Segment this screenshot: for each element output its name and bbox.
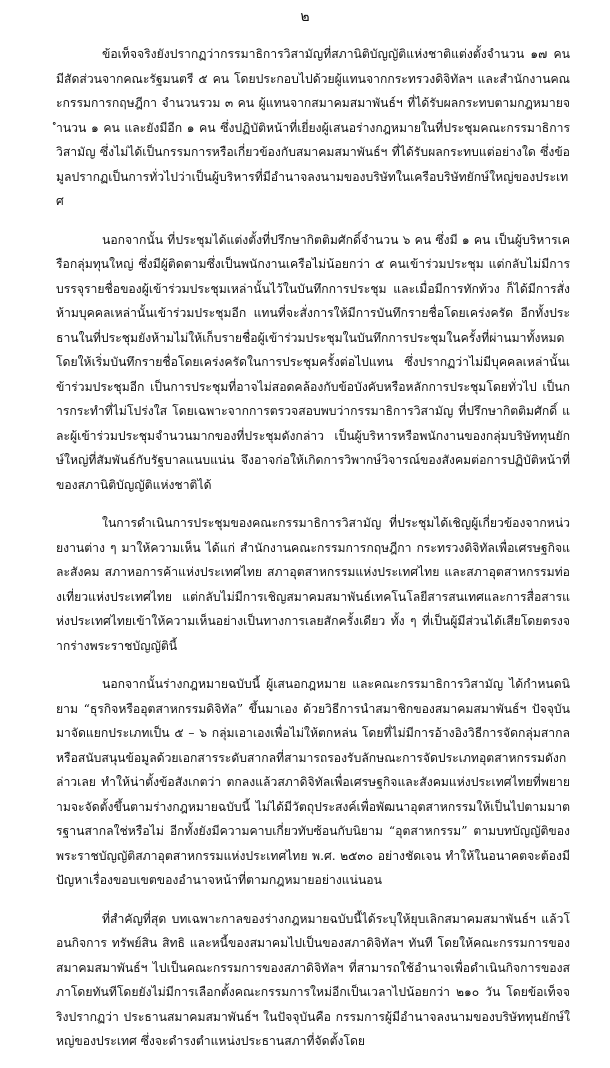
page-number: ๒: [300, 9, 310, 25]
paragraph-meeting-proceedings: ในการดำเนินการประชุมของคณะกรรมาธิการวิสามัญ ที่ประชุมได้เชิญผู้เกี่ยวข้องจากหน่วยงานต่าง ๆ มาให้ความเห็น ได้แก่ สำนักงานคณะกรรมการกฤษฎีกา กระทรวงดิจิทัลเพื่อเศรษฐกิจและสังคม สภาหอการค้าแห่งประเทศไทย สภาอุตสาหกรรมแห่งประเทศไทย และสภาอุตสาหกรรมท่องเที่ยวแห่งประเทศไทย แต่กลับไม่มีการเชิญสมาคมสมาพันธ์เทคโนโลยีสารสนเทศและการสื่อสารแห่งประเทศไทยเข้าให้ความเห็นอย่างเป็นทางการเลยสักครั้งเดียว ทั้ง ๆ ที่เป็นผู้มีส่วนได้เสียโดยตรงจากร่างพระราชบัญญัตินี้: [56, 516, 570, 653]
paragraph-honorary-advisors: นอกจากนั้น ที่ประชุมได้แต่งตั้งที่ปรึกษากิตติมศักดิ์จำนวน ๖ คน ซึ่งมี ๑ คน เป็นผู้บริหารเครือกลุ่มทุนใหญ่ ซึ่งมีผู้ติดตามซึ่งเป็นพนักงานเครือไม่น้อยกว่า ๕ คนเข้าร่วมประชุม แต่กลับไม่มีการบรรจุรายชื่อของผู้เข้าร่วมประชุมเหล่านั้นไว้ในบันทึกการประชุม และเมื่อมีการทักท้วง ก็ได้มีการสั่งห้ามบุคคลเหล่านั้นเข้าร่วมประชุมอีก แทนที่จะสั่งการให้มีการบันทึกรายชื่อโดยเคร่งครัด อีกทั้งประธานในที่ประชุมยังห้ามไม่ให้เก็บรายชื่อผู้เข้าร่วมประชุมในบันทึกการประชุมในครั้งที่ผ่านมาทั้งหมด โดยให้เริ่มบันทึกรายชื่อโดยเคร่งครัดในการประชุมครั้งต่อไปแทน ซึ่งปรากฏว่าไม่มีบุคคลเหล่านั้นเข้าร่วมประชุมอีก เป็นการประชุมที่อาจไม่สอดคล้องกับข้อบังคับหรือหลักการประชุมโดยทั่วไป เป็นการกระทำที่ไม่โปร่งใส โดยเฉพาะจากการตรวจสอบพบว่ากรรมาธิการวิสามัญ ที่ปรึกษากิตติมศักดิ์ และผู้เข้าร่วมประชุมจำนวนมากของที่ประชุมดังกล่าว เป็นผู้บริหารหรือพนักงานของกลุ่มบริษัททุนยักษ์ใหญ่ที่สัมพันธ์กับรัฐบาลแนบแน่น จึงอาจก่อให้เกิดการวิพากษ์วิจารณ์ของสังคมต่อการปฏิบัติหน้าที่ของสภานิติบัญญัติแห่งชาติได้: [56, 232, 570, 492]
paragraph-definition-issue: นอกจากนั้นร่างกฎหมายฉบับนี้ ผู้เสนอกฎหมาย และคณะกรรมาธิการวิสามัญ ได้กำหนดนิยาม “ธุรกิจหรืออุตสาหกรรมดิจิทัล” ขึ้นมาเอง ด้วยวิธีการนำสมาชิกของสมาคมสมาพันธ์ฯ ปัจจุบันมาจัดแยกประเภทเป็น ๕ – ๖ กลุ่มเอาเองเพื่อไม่ให้ตกหล่น โดยที่ไม่มีการอ้างอิงวิธีการจัดกลุ่มสากล หรือสนับสนุนข้อมูลด้วยเอกสารระดับสากลที่สามารถรองรับลักษณะการจัดประเภทอุตสาหกรรมดังกล่าวเลย ทำให้น่าตั้งข้อสังเกตว่า ตกลงแล้วสภาดิจิทัลเพื่อเศรษฐกิจและสังคมแห่งประเทศไทยที่พยายามจะจัดตั้งขึ้นตามร่างกฎหมายฉบับนี้ ไม่ได้มีวัตถุประสงค์เพื่อพัฒนาอุตสาหกรรมให้เป็นไปตามมาตรฐานสากลใช่หรือไม่ อีกทั้งยังมีความคาบเกี่ยวทับซ้อนกับนิยาม “อุตสาหกรรม” ตามบทบัญญัติของพระราชบัญญัติสภาอุตสาหกรรมแห่งประเทศไทย พ.ศ. ๒๕๓๐ อย่างชัดเจน ทำให้ในอนาคตจะต้องมีปัญหาเรื่องขอบเขตของอำนาจหน้าที่ตามกฎหมายอย่างแน่นอน: [56, 677, 570, 887]
paragraph-committee-composition: ข้อเท็จจริงยังปรากฏว่ากรรมาธิการวิสามัญที่สภานิติบัญญัติแห่งชาติแต่งตั้งจำนวน ๑๗ คนมีสัดส่วนจากคณะรัฐมนตรี ๕ คน โดยประกอบไปด้วยผู้แทนจากกระทรวงดิจิทัลฯ และสำนักงานคณะกรรมการกฤษฎีกา จำนวนรวม ๓ คน ผู้แทนจากสมาคมสมาพันธ์ฯ ที่ได้รับผลกระทบตามกฎหมายจำนวน ๑ คน และยังมีอีก ๑ คน ซึ่งปฏิบัติหน้าที่เยี่ยงผู้เสนอร่างกฎหมายในที่ประชุมคณะกรรมาธิการวิสามัญ ซึ่งไม่ได้เป็นกรรมการหรือเกี่ยวข้องกับสมาคมสมาพันธ์ฯ ที่ได้รับผลกระทบแต่อย่างใด ซึ่งข้อมูลปรากฏเป็นการทั่วไปว่าเป็นผู้บริหารที่มีอำนาจลงนามของบริษัทในเครือบริษัทยักษ์ใหญ่ของประเทศ: [56, 47, 570, 208]
paragraph-transitional-provisions: ที่สำคัญที่สุด บทเฉพาะกาลของร่างกฎหมายฉบับนี้ได้ระบุให้ยุบเลิกสมาคมสมาพันธ์ฯ แล้วโอนกิจการ ทรัพย์สิน สิทธิ และหนี้ของสมาคมไปเป็นของสภาดิจิทัลฯ ทันที โดยให้คณะกรรมการของสมาคมสมาพันธ์ฯ ไปเป็นคณะกรรมการของสภาดิจิทัลฯ ที่สามารถใช้อำนาจเพื่อดำเนินกิจการของสภาโดยทันทีโดยยังไม่มีการเลือกตั้งคณะกรรมการใหม่อีกเป็นเวลาไปน้อยกว่า ๒๑๐ วัน โดยข้อเท็จจริงปรากฏว่า ประธานสมาคมสมาพันธ์ฯ ในปัจจุบันคือ กรรมการผู้มีอำนาจลงนามของบริษัททุนยักษ์ใหญ่ของประเทศ ซึ่งจะดำรงตำแหน่งประธานสภาที่จัดตั้งโดย: [56, 911, 570, 1048]
document-body: [56, 42, 570, 1068]
